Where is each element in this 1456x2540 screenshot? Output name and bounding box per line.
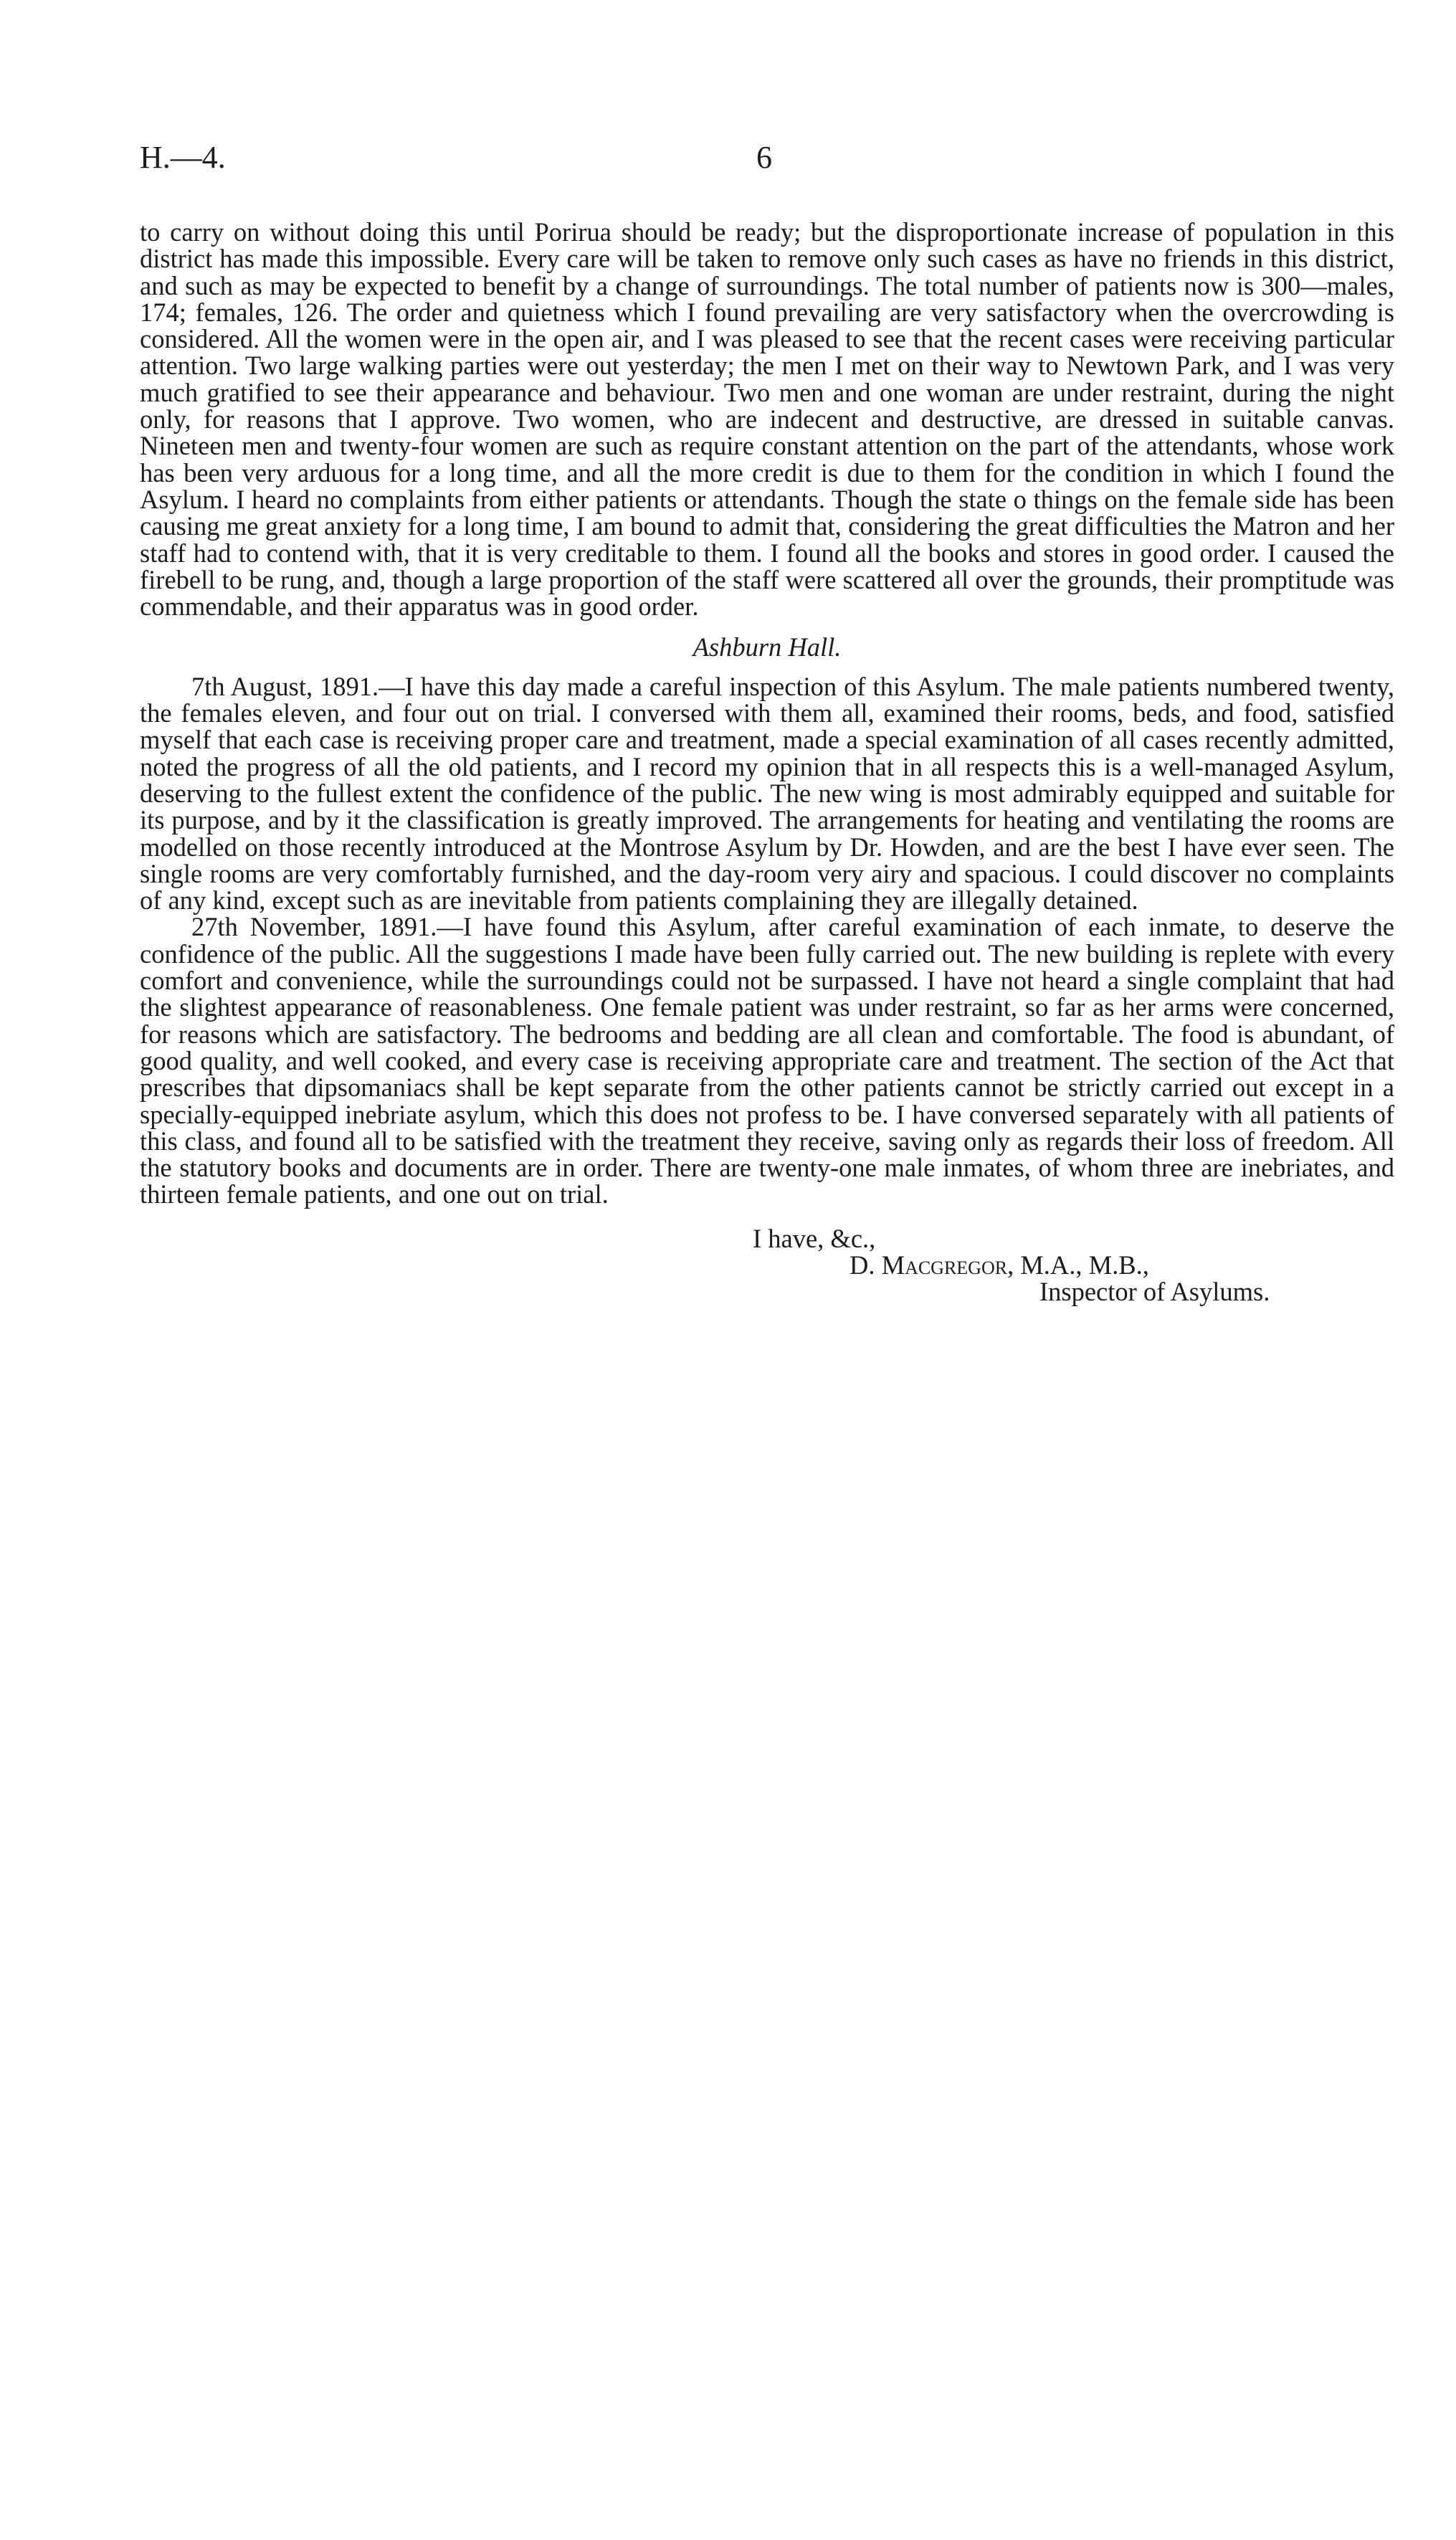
paragraph-august-1891: 7th August, 1891.—I have this day made a careful inspection of this Asylum. The male patients numbered twenty, the females eleven, and four out on trial. I conversed with them all, examined their rooms, beds, and food, satisfied myself that each case is receiving proper care and treatment, made a special examination of all cases recently admitted, noted the progress of all the old patients, and I record my opinion that in all respects this is a well-managed Asylum, deserving to the fullest extent the confidence of the public. The new wing is most admirably equipped and suitable for its purpose, and by it the classification is greatly improved. The arrangements for heating and ventilating the rooms are modelled on those recently introduced at the Montrose Asylum by Dr. Howden, and are the best I have ever seen. The single rooms are very comfortably furnished, and the day-room very airy and spacious. I could discover no complaints of any kind, except such as are inevitable from patients complaining they are illegally detained.	[140, 671, 1394, 915]
paragraph-continuation: to carry on without doing this until Porirua should be ready; but the disproportionate increase of population in this district has made this impossible. Every care will be taken to remove only such cases as have no friends in this district, and such as may be expected to benefit by a change of surroundings. The total number of patients now is 300—males, 174; females, 126. The order and quietness which I found prevailing are very satisfactory when the overcrowding is considered. All the women were in the open air, and I was pleased to see that the recent cases were receiving particular attention. Two large walking parties were out yesterday; the men I met on their way to Newtown Park, and I was very much gratified to see their appearance and behaviour. Two men and one woman are under restraint, during the night only, for reasons that I approve. Two women, who are indecent and destructive, are dressed in suitable canvas. Nineteen men and twenty-four women are such as require constant attention on the part of the attendants, whose work has been very arduous for a long time, and all the more credit is due to them for the condition in which I found the Asylum. I heard no complaints from either patients or attendants. Though the state o things on the female side has been causing me great anxiety for a long time, I am bound to admit that, considering the great difficulties the Matron and her staff had to contend with, that it is very creditable to them. I found all the books and stores in good order. I caused the firebell to be rung, and, though a large proportion of the staff were scattered all over the grounds, their promptitude was commendable, and their apparatus was in good order.	[140, 217, 1394, 622]
page-header	[140, 140, 1394, 183]
document-page	[140, 140, 1394, 1305]
signatory-title: Inspector of Asylums.	[1039, 1277, 1270, 1307]
signature: D. Macgregor, M.A., M.B.,	[850, 1250, 1149, 1280]
salutation: I have, &c.,	[753, 1223, 876, 1253]
page-number: 6	[756, 140, 772, 175]
paragraph-november-1891: 27th November, 1891.—I have found this Asylum, after careful examination of each inmate, to deserve the confidence of the public. All the suggestions I made have been fully carried out. The new building is replete with every comfort and convenience, while the surroundings could not be surpassed. I have not heard a single complaint that had the slightest appearance of reasonableness. One female patient was under restraint, so far as her arms were concerned, for reasons which are satisfactory. The bedrooms and bedding are all clean and comfortable. The food is abundant, of good quality, and well cooked, and every case is receiving appropriate care and treatment. The section of the Act that prescribes that dipsomaniacs shall be kept separate from the other patients cannot be strictly carried out except in a specially-equipped inebriate asylum, which this does not profess to be. I have conversed separately with all patients of this class, and found all to be satisfied with the treatment they receive, saving only as regards their loss of freedom. All the statutory books and documents are in order. There are twenty-one male inmates, of whom three are inebriates, and thirteen female patients, and one out on trial.	[140, 912, 1394, 1209]
document-body	[140, 219, 1394, 1208]
section-heading: Ashburn Hall.	[693, 632, 842, 662]
letter-closing	[140, 1225, 1394, 1305]
document-reference: H.—4.	[140, 140, 226, 175]
